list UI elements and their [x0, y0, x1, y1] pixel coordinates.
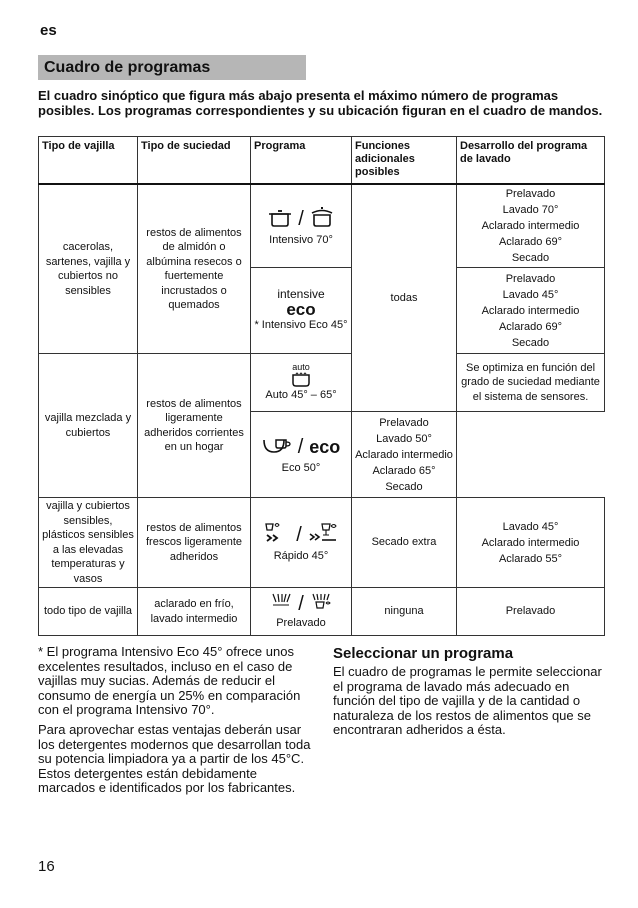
cup-plate-icon [262, 434, 292, 461]
vajilla-cell: vajilla mezclada y cubiertos [39, 354, 138, 498]
select-program-text: El cuadro de programas le permite seleccionar el programa de lavado más adecuado en función del tipo de vajilla y de la cantidad o naturaleza de los restos de alimentos que se encontraran adheridos a ésta. [333, 664, 602, 738]
section-title: Cuadro de programas [38, 55, 306, 80]
step: Aclarado 55° [498, 552, 563, 565]
step: Aclarado intermedio [355, 448, 453, 461]
header-funciones: Funciones adicionales posibles [352, 137, 457, 185]
glass-fast-icon [264, 522, 290, 549]
header-programa: Programa [251, 137, 352, 185]
auto-icon [290, 372, 312, 388]
eco-word: eco [309, 437, 341, 457]
step: Lavado 45° [502, 288, 559, 301]
step: Prelavado [505, 188, 556, 200]
step: Secado [385, 480, 423, 493]
table-row [39, 498, 605, 588]
step: Aclarado intermedio [481, 536, 580, 549]
step: Aclarado 69° [498, 320, 563, 333]
slash-separator: / [298, 593, 304, 615]
program-eco50 [251, 412, 352, 498]
footnote-column [38, 645, 312, 801]
program-rapido [251, 498, 352, 588]
vajilla-cell: cacerolas, sartenes, vajilla y cubiertos no sensibles [39, 184, 138, 354]
intro-text: El cuadro sinóptico que figura más abajo presenta el máximo número de programas posibles. Los programas correspondientes y su ubicación figuran en el cuadro de mandos. [38, 88, 603, 118]
table-header-row [39, 137, 605, 185]
intensive-word: intensive [277, 287, 325, 302]
funciones-cell: ninguna [352, 588, 457, 636]
program-intensivo70 [251, 184, 352, 268]
step: Aclarado 69° [498, 236, 563, 248]
eco-word: eco [286, 300, 316, 320]
pot-lid-icon [310, 206, 334, 233]
select-program-heading: Seleccionar un programa [333, 645, 514, 662]
slash-separator: / [298, 207, 304, 230]
page-number: 16 [38, 858, 55, 875]
program-auto [251, 354, 352, 412]
step: Lavado 70° [502, 204, 559, 216]
slash-separator: / [297, 436, 304, 458]
header-desarrollo: Desarrollo del programa de lavado [457, 137, 605, 185]
desarrollo-cell [457, 268, 605, 354]
desarrollo-cell [457, 498, 605, 588]
language-code: es [40, 22, 57, 39]
step: Aclarado 65° [372, 464, 436, 477]
footnote-paragraph: Para aprovechar estas ventajas deberán usar los detergentes modernos que desarrollan toda su potencia limpiadora ya a partir de los 45°C. Estos detergentes están debidamente marcados e identificados por los fabricantes. [38, 721, 311, 796]
desarrollo-cell [457, 184, 605, 268]
program-intensivo-eco [251, 268, 352, 354]
program-table [38, 136, 605, 636]
step: Lavado 50° [376, 432, 432, 445]
program-name: Eco 50° [281, 462, 321, 475]
program-name: Rápido 45° [273, 550, 329, 563]
suciedad-cell: aclarado en frío, lavado intermedio [138, 588, 251, 636]
table-row [39, 354, 605, 412]
pot-icon [268, 206, 292, 233]
step: Aclarado intermedio [481, 220, 580, 232]
table-row [39, 588, 605, 636]
step: Secado [511, 252, 550, 264]
desarrollo-cell [352, 412, 457, 498]
select-program-section [333, 645, 605, 738]
program-name: Prelavado [276, 617, 326, 630]
step: Prelavado [505, 272, 556, 285]
funciones-cell: todas [352, 184, 457, 412]
step: Secado [511, 336, 550, 349]
table-row [39, 184, 605, 268]
desarrollo-cell: Se optimiza en función del grado de suciedad mediante el sistema de sensores. [457, 354, 605, 412]
footnote-paragraph: * El programa Intensivo Eco 45° ofrece unos excelentes resultados, incluso en el caso de vajillas muy sucias. Además de reducir el consumo de energía un 25% en comparación con el programa Intensivo 70°. [38, 644, 301, 718]
program-prelavado [251, 588, 352, 636]
desarrollo-cell: Prelavado [457, 588, 605, 636]
program-name: * Intensivo Eco 45° [254, 319, 348, 332]
header-tipo-vajilla: Tipo de vajilla [39, 137, 138, 185]
step: Aclarado intermedio [481, 304, 580, 317]
program-name: Intensivo 70° [269, 233, 333, 246]
auto-word: auto [292, 362, 310, 373]
step: Lavado 45° [502, 520, 559, 533]
vajilla-cell: todo tipo de vajilla [39, 588, 138, 636]
shower-glass-icon [310, 592, 332, 617]
suciedad-cell: restos de alimentos ligeramente adheridos corrientes en un hogar [138, 354, 251, 498]
vajilla-cell: vajilla y cubiertos sensibles, plásticos sensibles a las elevadas temperaturas y vasos [39, 498, 138, 588]
suciedad-cell: restos de alimentos de almidón o albúmina resecos o fuertemente incrustados o quemados [138, 184, 251, 354]
program-name: Auto 45° – 65° [265, 389, 337, 402]
shower-icon [270, 592, 292, 617]
step: Prelavado [379, 416, 429, 429]
glass-fast-alt-icon [308, 522, 338, 549]
header-tipo-suciedad: Tipo de suciedad [138, 137, 251, 185]
funciones-cell: Secado extra [352, 498, 457, 588]
suciedad-cell: restos de alimentos frescos ligeramente adheridos [138, 498, 251, 588]
slash-separator: / [296, 524, 302, 546]
